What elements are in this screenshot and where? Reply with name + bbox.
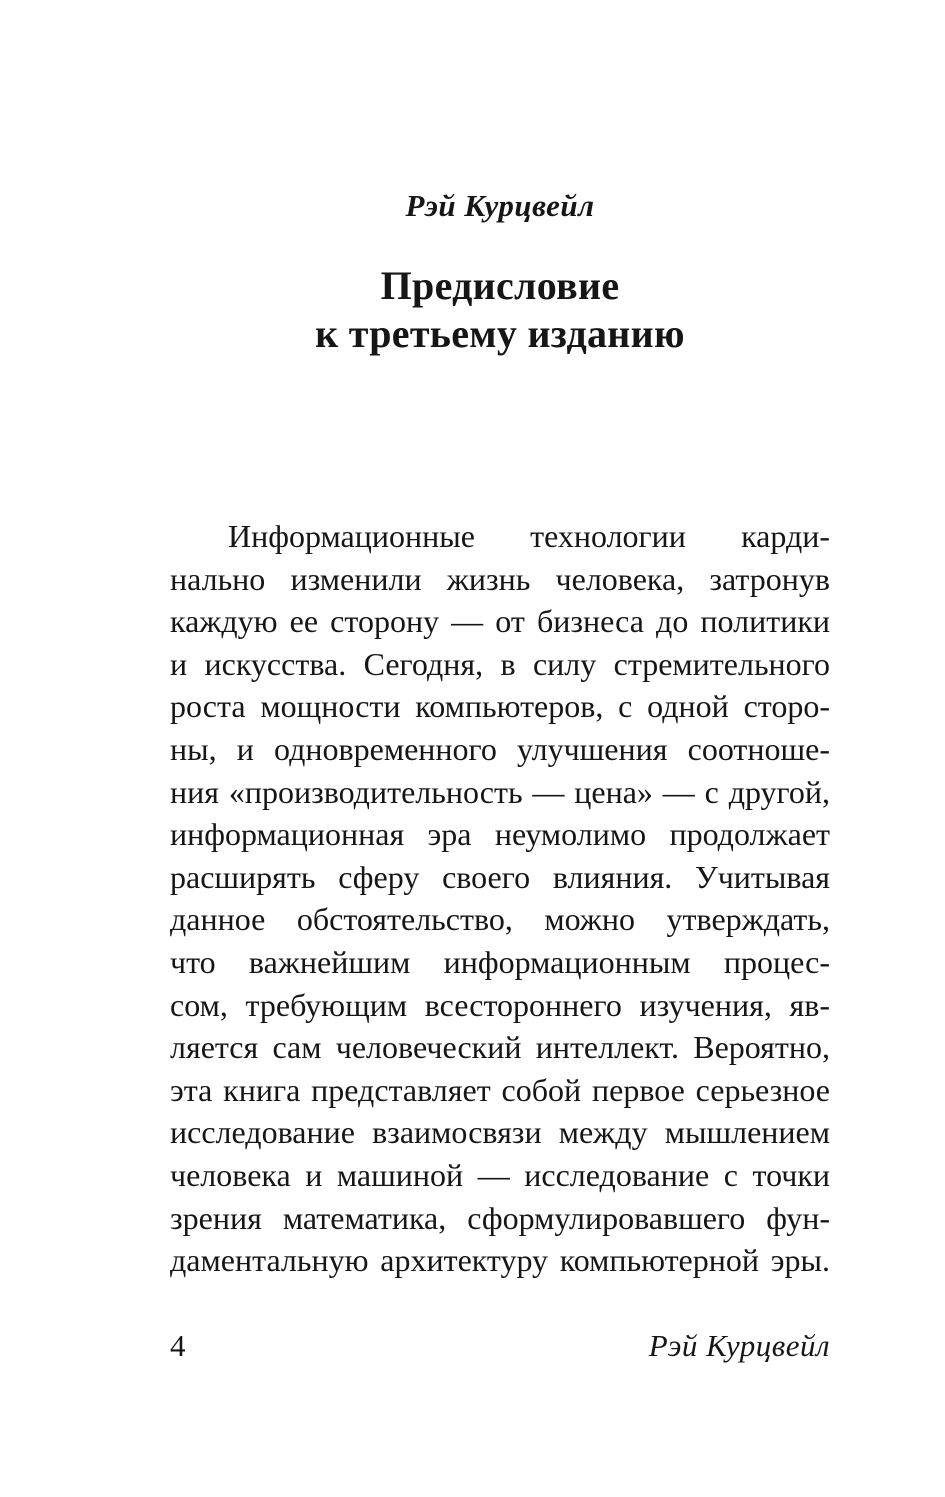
text-line: нально изменили жизнь человека, затронув: [170, 560, 830, 597]
text-line: даментальную архитектуру компьютерной эры.: [170, 1242, 830, 1279]
text-line: данное обстоятельство, можно утверждать,: [170, 901, 830, 938]
chapter-title-line-2: к третьему изданию: [315, 311, 685, 356]
text-line: расширять сферу своего влияния. Учитывая: [170, 858, 830, 895]
chapter-title: [170, 262, 830, 358]
text-line: сом, требующим всестороннего изучения, яв-: [170, 986, 830, 1023]
page-footer: [170, 1328, 830, 1364]
text-line: исследование взаимосвязи между мышлением: [170, 1114, 830, 1151]
text-line: и искусства. Сегодня, в силу стремительного: [170, 645, 830, 682]
text-line: человека и машиной — исследование с точки: [170, 1156, 830, 1193]
text-line: эта книга представляет собой первое серьезное: [170, 1071, 830, 1108]
text-line: ния «производительность — цена» — с другой,: [170, 773, 830, 810]
text-line: роста мощности компьютеров, с одной сторо-: [170, 688, 830, 725]
text-line: ляется сам человеческий интеллект. Вероятно,: [170, 1029, 830, 1066]
running-title: Рэй Курцвейл: [648, 1328, 830, 1363]
text-line: Информационные технологии карди-: [228, 518, 830, 554]
text-line: ны, и одновременного улучшения соотноше-: [170, 730, 830, 767]
text-line: зрения математика, сформулировавшего фун-: [170, 1199, 830, 1236]
body-paragraph: [170, 515, 830, 1282]
text-line: что важнейшим информационным процес-: [170, 943, 830, 980]
author-name: Рэй Курцвейл: [405, 188, 595, 223]
text-line: информационная эра неумолимо продолжает: [170, 816, 830, 853]
text-line: каждую ее сторону — от бизнеса до политики: [170, 603, 830, 640]
chapter-title-line-1: Предисловие: [380, 263, 620, 308]
page-number: 4: [170, 1328, 186, 1363]
